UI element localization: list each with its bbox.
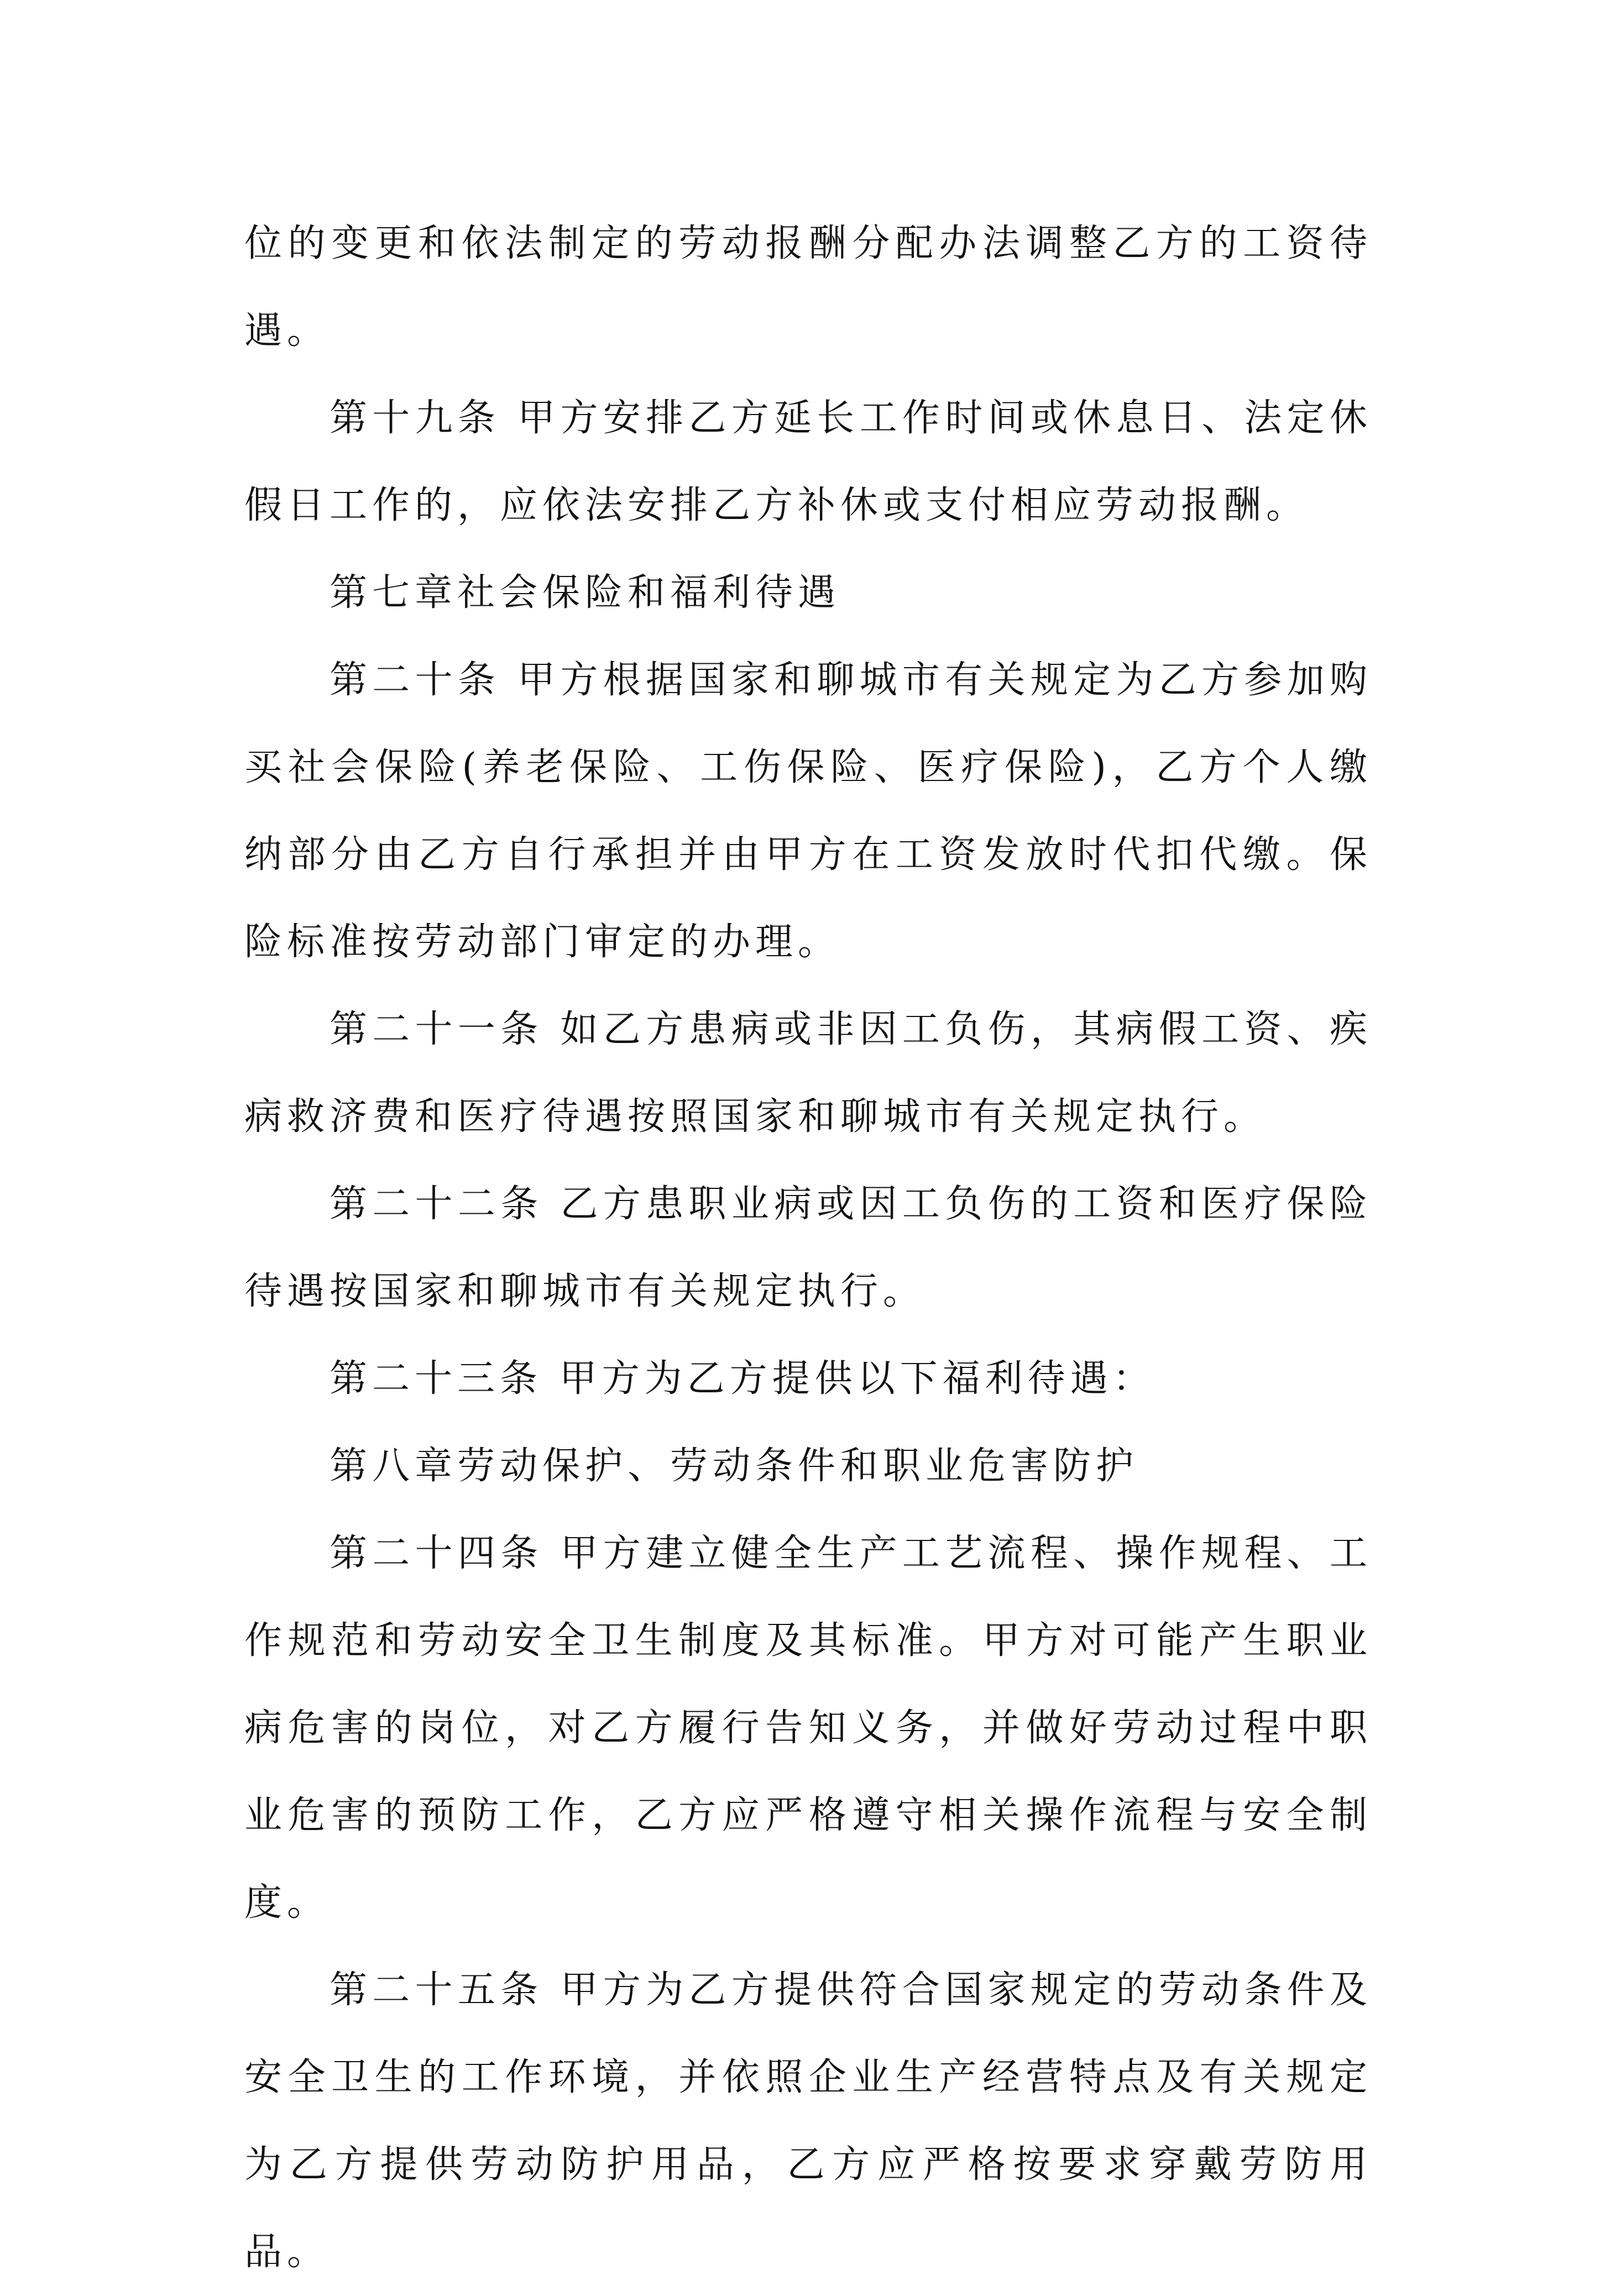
- paragraph-continuation: 位的变更和依法制定的劳动报酬分配办法调整乙方的工资待遇。: [244, 222, 1372, 353]
- article-20: 第二十条 甲方根据国家和聊城市有关规定为乙方参加购买社会保险(养老保险、工伤保险、医疗保险)，乙方个人缴纳部分由乙方自行承担并由甲方在工资发放时代扣代缴。保险标准按劳动部门审定的办理。: [244, 658, 1372, 964]
- document-body: [244, 200, 1372, 2296]
- article-22: 第二十二条 乙方患职业病或因工负伤的工资和医疗保险待遇按国家和聊城市有关规定执行。: [244, 1182, 1372, 1313]
- chapter-8-heading: 第八章劳动保护、劳动条件和职业危害防护: [330, 1444, 1139, 1488]
- article-19: 第十九条 甲方安排乙方延长工作时间或休息日、法定休假日工作的，应依法安排乙方补休或支付相应劳动报酬。: [244, 396, 1372, 527]
- article-24: 第二十四条 甲方建立健全生产工艺流程、操作规程、工作规范和劳动安全卫生制度及其标准。甲方对可能产生职业病危害的岗位，对乙方履行告知义务，并做好劳动过程中职业危害的预防工作，乙方应严格遵守相关操作流程与安全制度。: [244, 1532, 1372, 1925]
- article-23: 第二十三条 甲方为乙方提供以下福利待遇：: [330, 1357, 1155, 1401]
- chapter-7-heading: 第七章社会保险和福利待遇: [330, 571, 841, 615]
- article-25: 第二十五条 甲方为乙方提供符合国家规定的劳动条件及安全卫生的工作环境，并依照企业生产经营特点及有关规定为乙方提供劳动防护用品，乙方应严格按要求穿戴劳防用品。: [244, 1968, 1372, 2274]
- article-21: 第二十一条 如乙方患病或非因工负伤，其病假工资、疾病救济费和医疗待遇按照国家和聊城市有关规定执行。: [244, 1008, 1372, 1139]
